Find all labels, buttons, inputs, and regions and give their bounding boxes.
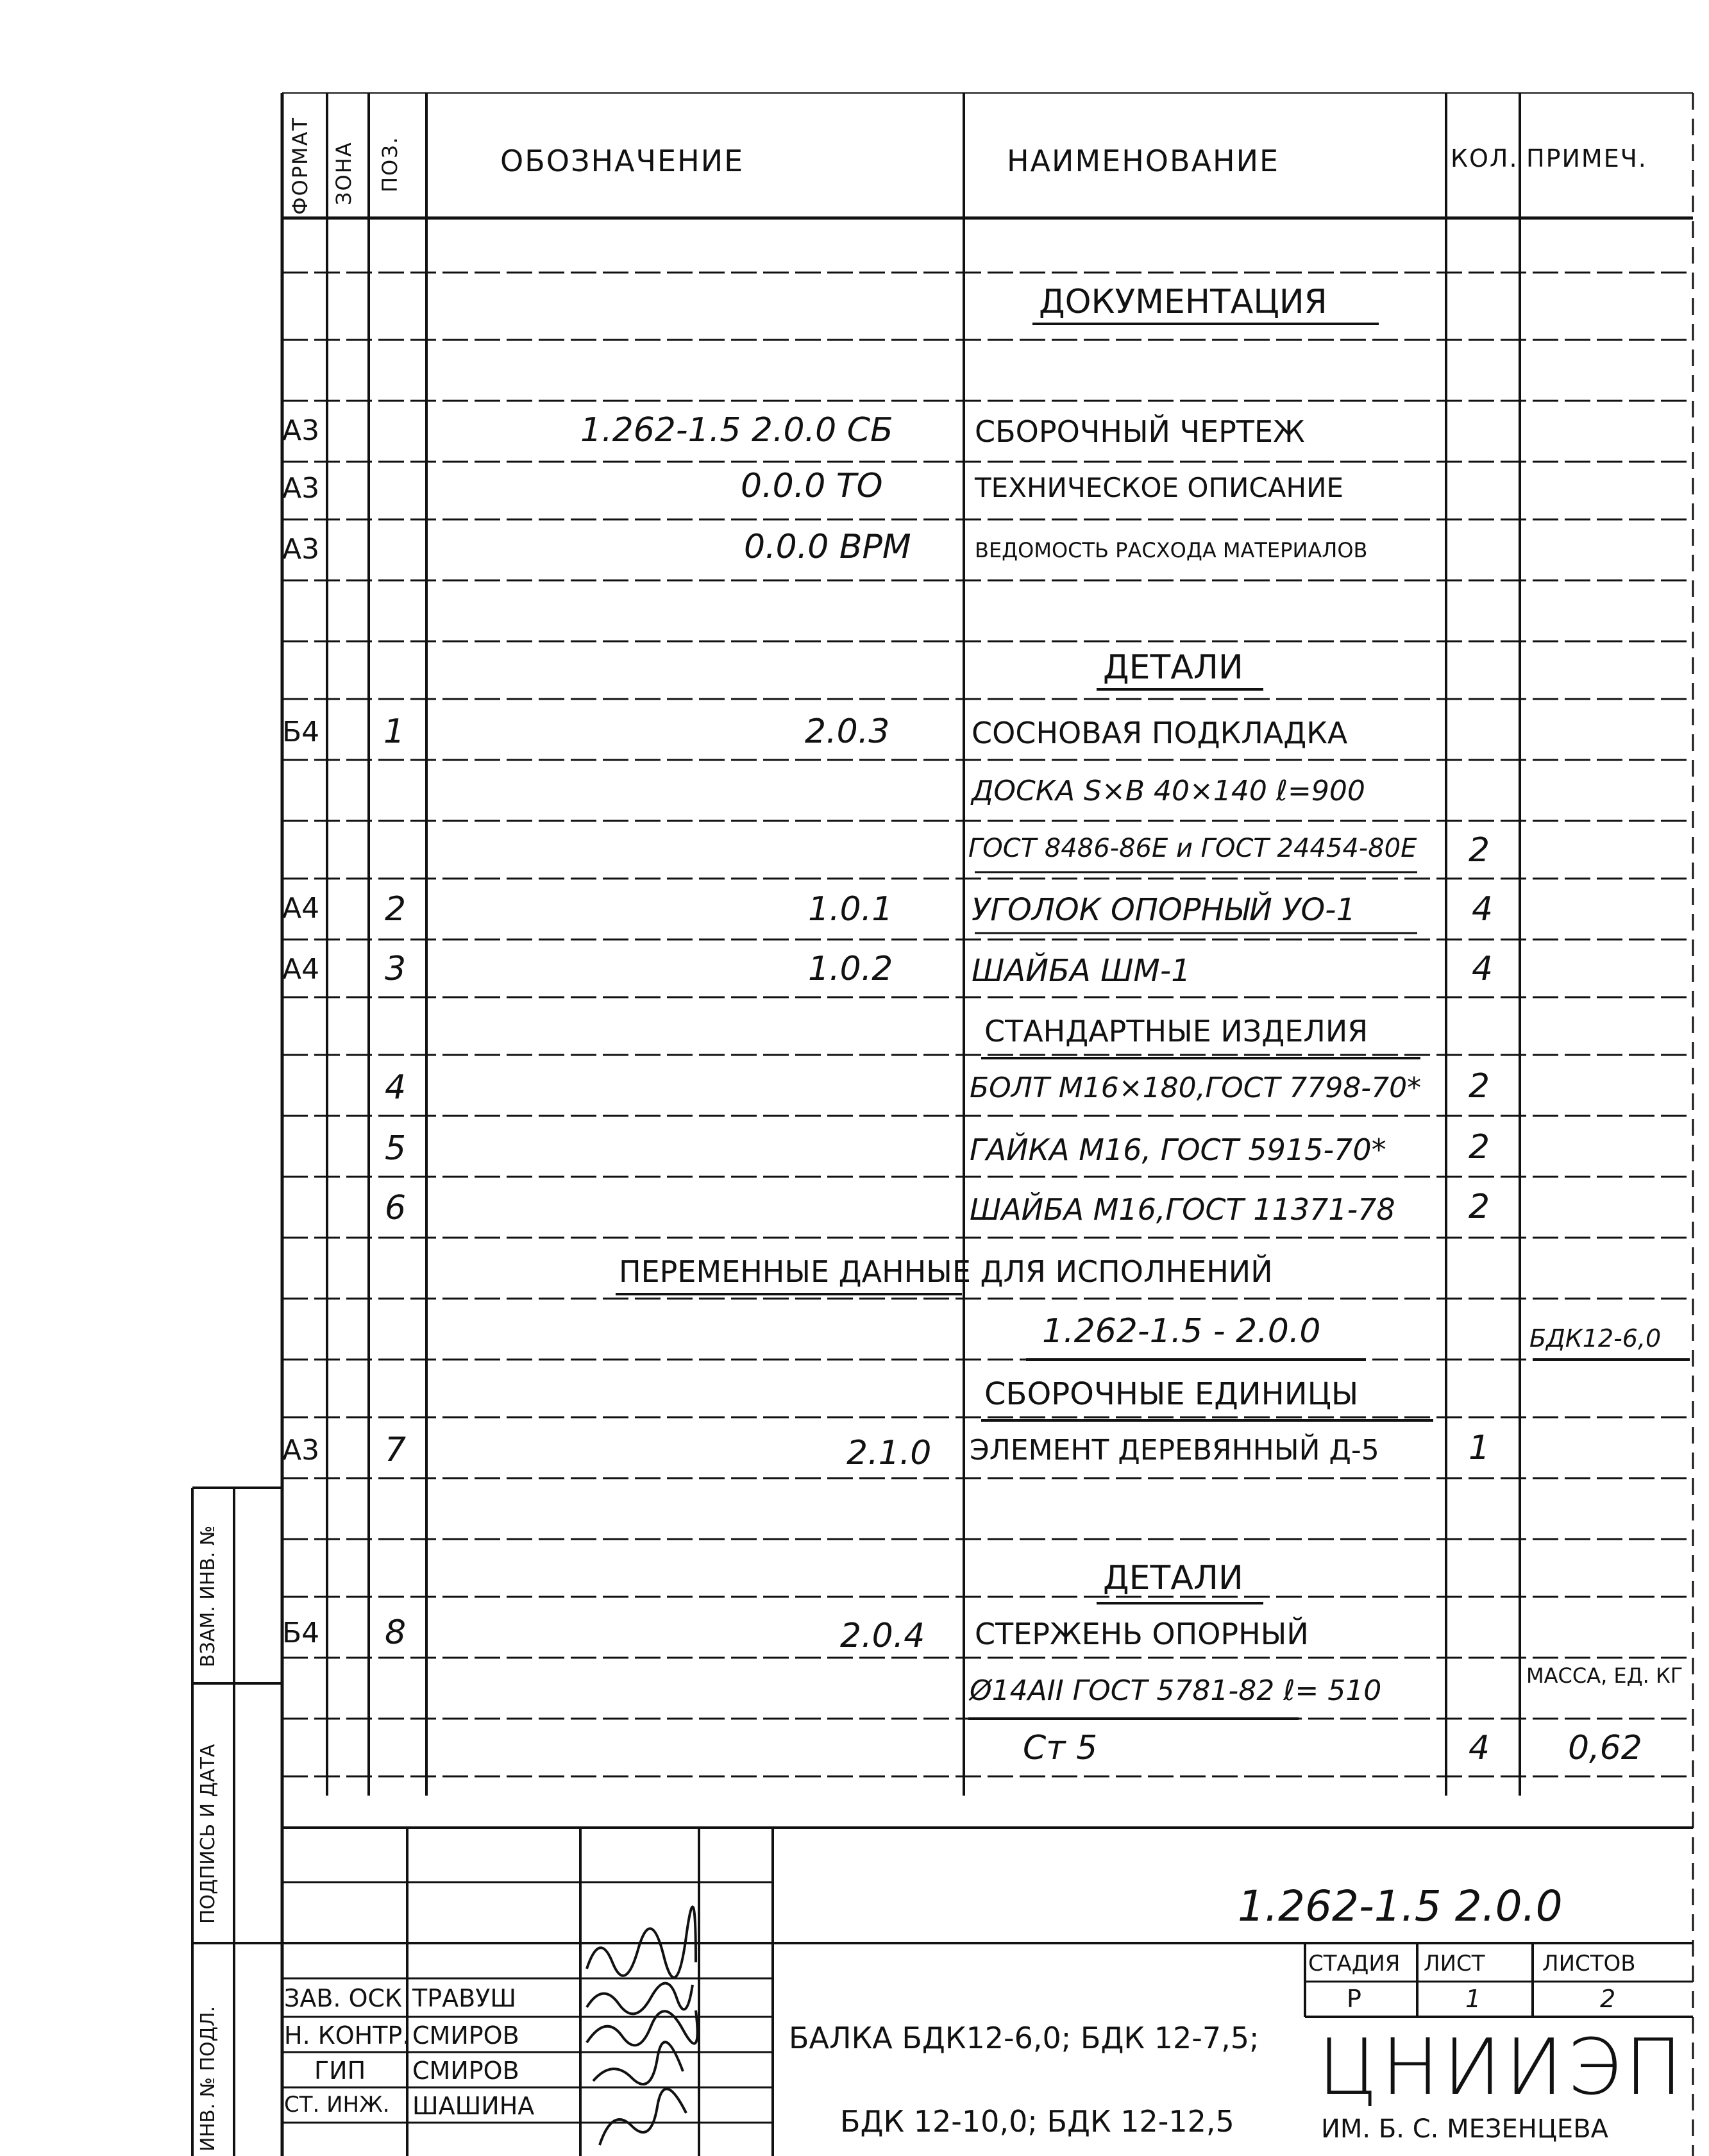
row-designation: 1.262-1.5 2.0.0 СБ <box>580 411 893 450</box>
section-parts: ДЕТАЛИ <box>1103 648 1243 687</box>
section-assembly-units: СБОРОЧНЫЕ ЕДИНИЦЫ <box>984 1376 1359 1412</box>
row-qty: 2 <box>1469 1128 1490 1166</box>
drawing-title-line1: БАЛКА БДК12-6,0; БДК 12-7,5; <box>789 2021 1259 2055</box>
col-header-note: ПРИМЕЧ. <box>1526 144 1647 173</box>
row-name: ТЕХНИЧЕСКОЕ ОПИСАНИЕ <box>975 472 1344 503</box>
person-name: ТРАВУШ <box>412 1984 516 2012</box>
col-header-zone: ЗОНА <box>332 141 356 205</box>
document-code: 1.262-1.5 2.0.0 <box>1238 1882 1563 1931</box>
row-designation: 2.0.3 <box>805 712 890 751</box>
row-pos: 7 <box>385 1431 407 1469</box>
row-name-cont: ДОСКА S×B 40×140 ℓ=900 <box>972 775 1365 807</box>
stage-label: СТАДИЯ <box>1308 1951 1401 1976</box>
row-designation: 1.0.1 <box>808 890 893 929</box>
row-qty: 4 <box>1472 950 1494 988</box>
row-qty: 2 <box>1469 1067 1490 1106</box>
row-designation: 0.0.0 ВРМ <box>744 528 911 566</box>
organization-subtitle: ИМ. Б. С. МЕЗЕНЦЕВА <box>1321 2114 1609 2144</box>
person-role: ГИП <box>314 2057 366 2085</box>
mass-label: МАССА, ЕД. КГ <box>1526 1663 1683 1688</box>
row-name-cont: Ø14АII ГОСТ 5781-82 ℓ= 510 <box>970 1674 1382 1707</box>
row-name-cont: Ст 5 <box>1023 1729 1098 1767</box>
stamp-replace-inv: ВЗАМ. ИНВ. № <box>197 1525 219 1667</box>
section-variable-data: ПЕРЕМЕННЫЕ ДАННЫЕ ДЛЯ ИСПОЛНЕНИЙ <box>619 1254 1273 1289</box>
row-designation: 0.0.0 ТО <box>741 467 883 505</box>
stamp-sign-date: ПОДПИСЬ И ДАТА <box>197 1744 219 1924</box>
row-pos: 4 <box>385 1068 407 1107</box>
col-header-qty: КОЛ. <box>1451 144 1519 173</box>
row-format: А4 <box>282 892 320 925</box>
stamp-inv-original: ИНВ. № ПОДЛ. <box>197 2005 219 2152</box>
row-qty: 2 <box>1469 1188 1490 1226</box>
section-parts-2: ДЕТАЛИ <box>1103 1559 1243 1597</box>
row-pos: 8 <box>385 1613 407 1652</box>
mass-value: 0,62 <box>1568 1729 1642 1767</box>
section-standard-items: СТАНДАРТНЫЕ ИЗДЕЛИЯ <box>984 1014 1368 1049</box>
col-header-name: НАИМЕНОВАНИЕ <box>1007 144 1280 178</box>
row-name: СБОРОЧНЫЙ ЧЕРТЕЖ <box>975 414 1305 449</box>
row-name-cont: ГОСТ 8486-86Е и ГОСТ 24454-80Е <box>968 834 1417 863</box>
variant-code: 1.262-1.5 - 2.0.0 <box>1042 1312 1321 1351</box>
col-header-format: ФОРМАТ <box>288 116 312 215</box>
row-format: А3 <box>282 472 320 505</box>
row-name: ШАЙБА ШМ-1 <box>972 953 1191 989</box>
row-format: А3 <box>282 533 320 566</box>
sheets-label: ЛИСТОВ <box>1542 1951 1636 1976</box>
row-format: А3 <box>282 414 320 447</box>
row-name: ГАЙКА М16, ГОСТ 5915-70* <box>970 1133 1386 1167</box>
row-name: СОСНОВАЯ ПОДКЛАДКА <box>972 716 1348 750</box>
sheet-value: 1 <box>1465 1985 1481 2013</box>
row-name: ЭЛЕМЕНТ ДЕРЕВЯННЫЙ Д-5 <box>970 1434 1379 1467</box>
row-pos: 1 <box>383 712 405 751</box>
row-name: ШАЙБА М16,ГОСТ 11371-78 <box>970 1192 1395 1227</box>
row-qty: 2 <box>1469 831 1490 870</box>
row-format: Б4 <box>282 1617 320 1649</box>
row-pos: 5 <box>385 1129 407 1168</box>
row-format: Б4 <box>282 716 320 748</box>
sheets-value: 2 <box>1600 1985 1616 2013</box>
row-format: А4 <box>282 953 320 986</box>
person-name: СМИРОВ <box>412 2021 519 2050</box>
row-name: БОЛТ М16×180,ГОСТ 7798-70* <box>970 1072 1422 1104</box>
person-role: Н. КОНТР. <box>284 2021 410 2050</box>
variant-note: БДК12-6,0 <box>1529 1324 1662 1352</box>
row-designation: 2.0.4 <box>840 1617 925 1655</box>
row-name: УГОЛОК ОПОРНЫЙ УО-1 <box>972 892 1356 928</box>
row-pos: 3 <box>385 950 407 988</box>
row-name: ВЕДОМОСТЬ РАСХОДА МАТЕРИАЛОВ <box>975 538 1368 562</box>
col-header-pos: ПОЗ. <box>378 136 402 192</box>
row-pos: 2 <box>385 890 407 929</box>
row-designation: 2.1.0 <box>846 1434 932 1472</box>
col-header-designation: ОБОЗНАЧЕНИЕ <box>500 144 745 178</box>
stage-value: Р <box>1347 1985 1361 2013</box>
row-qty: 1 <box>1469 1429 1490 1467</box>
person-role: ЗАВ. ОСК <box>284 1984 403 2012</box>
person-role: СТ. ИНЖ. <box>284 2092 390 2118</box>
row-designation: 1.0.2 <box>808 950 893 988</box>
drawing-title-line2: БДК 12-10,0; БДК 12-12,5 <box>840 2104 1234 2139</box>
section-documentation: ДОКУМЕНТАЦИЯ <box>1039 283 1327 321</box>
row-pos: 6 <box>385 1189 407 1227</box>
sheet-label: ЛИСТ <box>1424 1951 1485 1976</box>
person-name: ШАШИНА <box>412 2092 535 2120</box>
row-name: СТЕРЖЕНЬ ОПОРНЫЙ <box>975 1617 1309 1651</box>
row-qty: 4 <box>1472 890 1494 929</box>
row-qty: 4 <box>1469 1729 1490 1767</box>
row-format: А3 <box>282 1434 320 1467</box>
person-name: СМИРОВ <box>412 2057 519 2085</box>
organization-logo: ЦНИИЭП <box>1318 2023 1687 2112</box>
